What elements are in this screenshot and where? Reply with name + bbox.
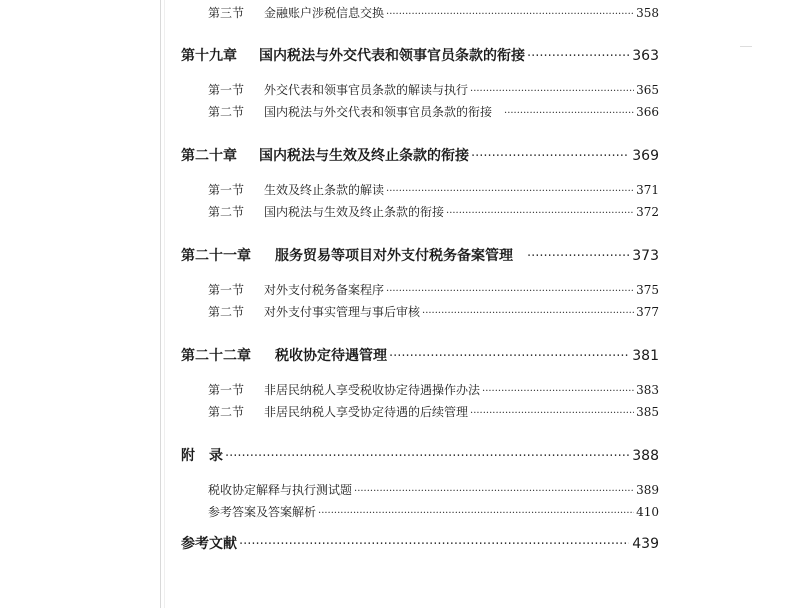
appendix-item-page: 410 (636, 505, 659, 519)
section-title: 外交代表和领事官员条款的解读与执行 (264, 83, 469, 97)
toc-chapter-row[interactable] (181, 145, 659, 167)
chapter-page: 369 (632, 148, 659, 164)
section-label: 第二节 (208, 405, 245, 419)
dot-leader (422, 308, 634, 319)
section-label: 第一节 (208, 383, 245, 397)
dot-leader (482, 386, 634, 397)
section-page: 377 (636, 305, 659, 319)
appendix-item-page: 389 (636, 483, 659, 497)
toc-chapter-row[interactable] (181, 245, 659, 267)
section-label: 第二节 (208, 205, 245, 219)
chapter-label: 第二十二章 (181, 348, 251, 364)
chapter-label: 第二十章 (181, 148, 237, 164)
section-page: 372 (636, 205, 659, 219)
toc-section-row[interactable] (208, 4, 659, 22)
section-label: 第三节 (208, 6, 245, 20)
chapter-title: 国内税法与生效及终止条款的衔接 (259, 148, 469, 164)
appendix-item-title: 参考答案及答案解析 (208, 505, 317, 519)
toc-section-row[interactable] (208, 81, 659, 99)
section-page: 371 (636, 183, 659, 197)
toc-section-row[interactable] (208, 381, 659, 399)
references-label: 参考文献 (181, 536, 237, 552)
appendix-page: 388 (632, 448, 659, 464)
dot-leader (225, 449, 629, 464)
dot-leader (527, 49, 629, 64)
section-label: 第一节 (208, 83, 245, 97)
section-label: 第一节 (208, 183, 245, 197)
toc-section-row[interactable] (208, 103, 659, 121)
dot-leader (470, 408, 634, 419)
section-label: 第一节 (208, 283, 245, 297)
section-page: 385 (636, 405, 659, 419)
section-title: 国内税法与生效及终止条款的衔接 (264, 205, 445, 219)
chapter-label: 第二十一章 (181, 248, 251, 264)
section-title: 非居民纳税人享受协定待遇的后续管理 (264, 405, 469, 419)
references-page: 439 (632, 536, 659, 552)
page-fold-shadow (164, 0, 165, 608)
chapter-page: 373 (632, 248, 659, 264)
toc-chapter-row[interactable] (181, 45, 659, 67)
chapter-page: 381 (632, 348, 659, 364)
toc-section-row[interactable] (208, 281, 659, 299)
chapter-title: 税收协定待遇管理 (275, 348, 387, 364)
toc-section-row[interactable] (208, 181, 659, 199)
corner-mark (740, 46, 752, 47)
section-title: 对外支付税务备案程序 (264, 283, 385, 297)
dot-leader (386, 286, 634, 297)
chapter-page: 363 (632, 48, 659, 64)
appendix-label: 附 录 (181, 448, 223, 464)
toc-references-row[interactable] (181, 533, 659, 555)
toc-section-row[interactable] (208, 303, 659, 321)
chapter-label: 第十九章 (181, 48, 237, 64)
section-title: 对外支付事实管理与事后审核 (264, 305, 421, 319)
toc-chapter-row[interactable] (181, 345, 659, 367)
section-label: 第二节 (208, 305, 245, 319)
section-title: 国内税法与外交代表和领事官员条款的衔接 (264, 105, 493, 119)
dot-leader (389, 349, 629, 364)
toc-appendix-item-row[interactable] (208, 503, 659, 521)
section-page: 383 (636, 383, 659, 397)
dot-leader (470, 86, 634, 97)
toc-appendix-row[interactable] (181, 445, 659, 467)
dot-leader (471, 149, 629, 164)
dot-leader (239, 537, 629, 552)
section-page: 366 (636, 105, 659, 119)
dot-leader (527, 249, 629, 264)
appendix-item-title: 税收协定解释与执行测试题 (208, 483, 353, 497)
dot-leader (354, 486, 634, 497)
section-label: 第二节 (208, 105, 245, 119)
dot-leader (386, 9, 634, 20)
chapter-title: 国内税法与外交代表和领事官员条款的衔接 (259, 48, 525, 64)
chapter-title: 服务贸易等项目对外支付税务备案管理 (275, 248, 513, 264)
section-title: 生效及终止条款的解读 (264, 183, 385, 197)
toc-appendix-item-row[interactable] (208, 481, 659, 499)
section-page: 375 (636, 283, 659, 297)
dot-leader (504, 108, 634, 119)
section-title: 非居民纳税人享受税收协定待遇操作办法 (264, 383, 481, 397)
dot-leader (386, 186, 634, 197)
page-fold-line (160, 0, 161, 608)
section-page: 365 (636, 83, 659, 97)
dot-leader (318, 508, 634, 519)
toc-section-row[interactable] (208, 203, 659, 221)
section-page: 358 (636, 6, 659, 20)
toc-section-row[interactable] (208, 403, 659, 421)
dot-leader (446, 208, 634, 219)
section-title: 金融账户涉税信息交换 (264, 6, 385, 20)
